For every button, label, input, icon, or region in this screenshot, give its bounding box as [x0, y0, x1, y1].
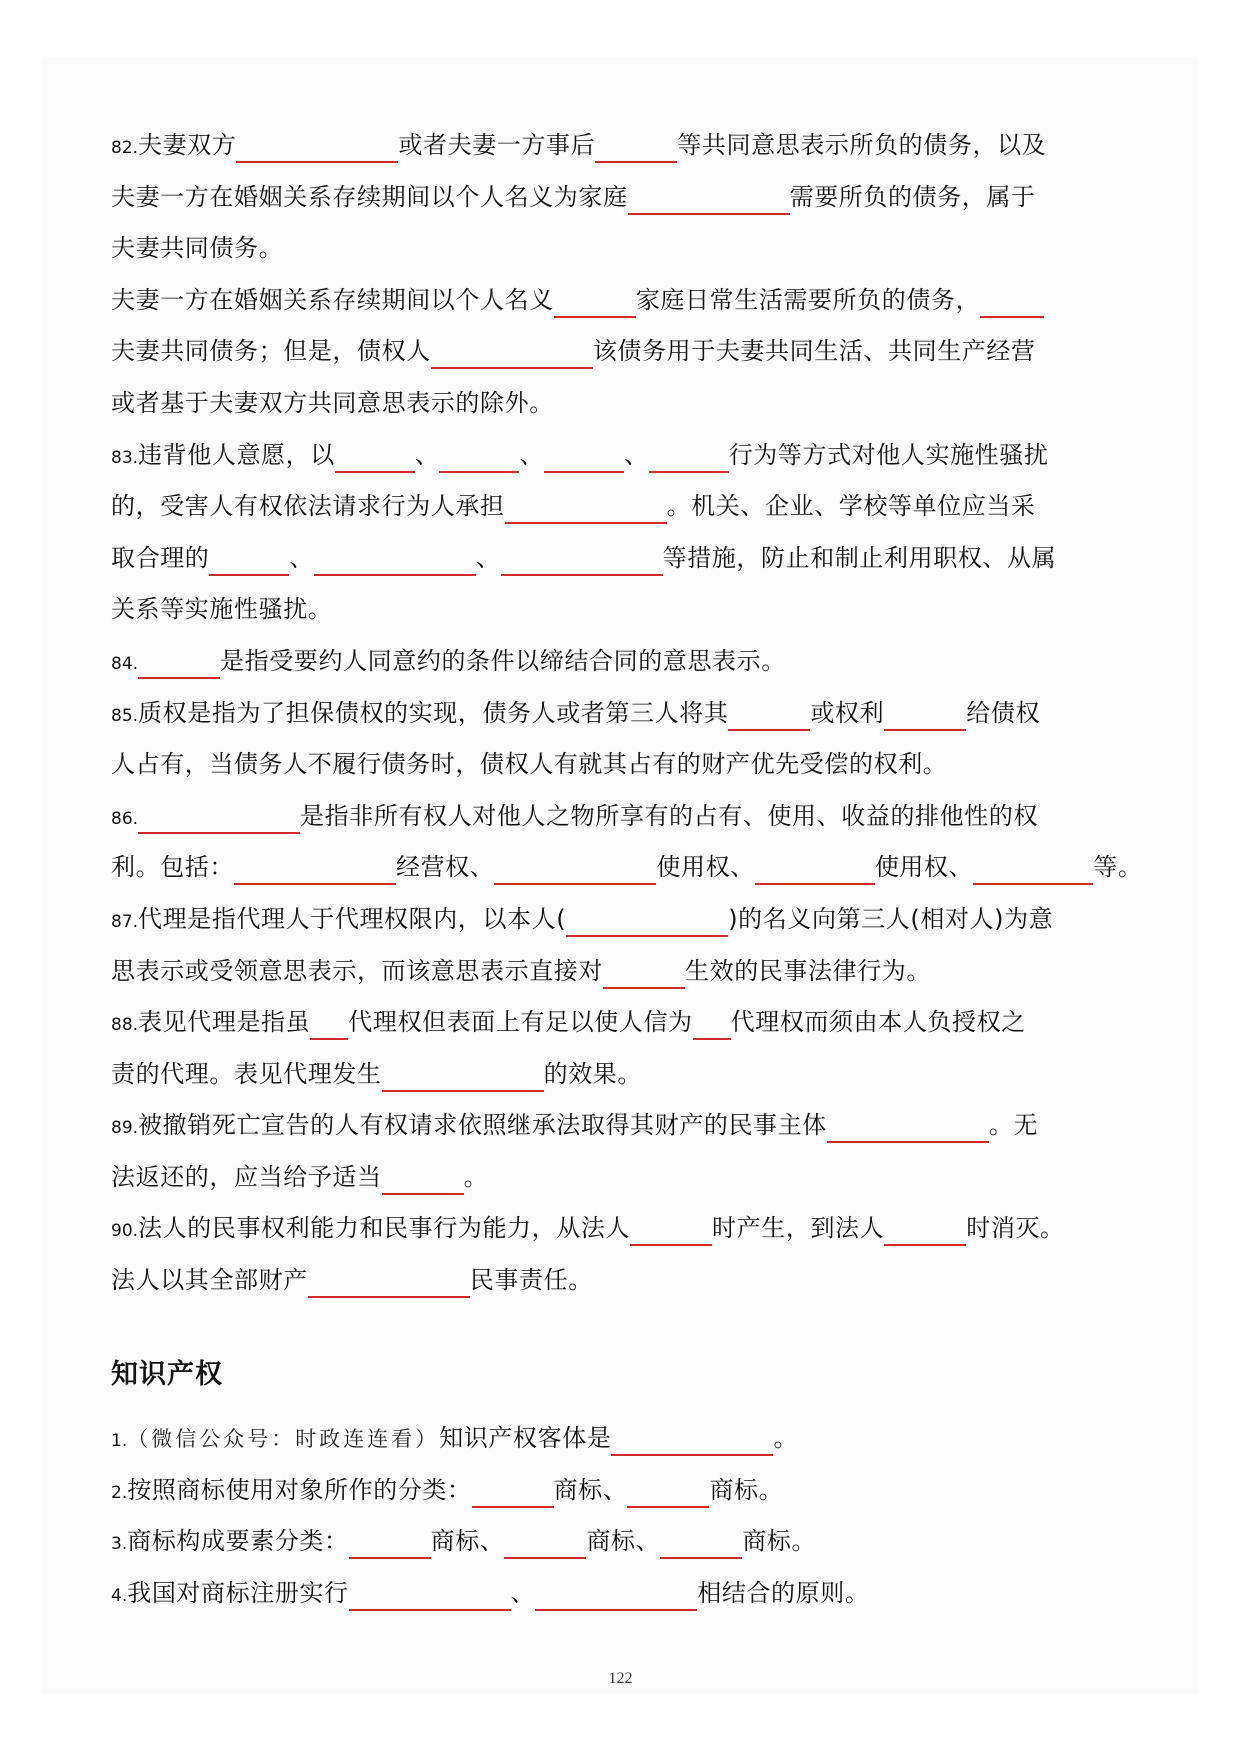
- question-text: 人占有，当债务人不履行债务时，债权人有就其占有的财产优先受偿的权利。: [111, 750, 948, 779]
- question-text: 该债务用于夫妻共同生活、共同生产经营: [592, 337, 1036, 366]
- text-line: [111, 172, 1131, 224]
- fill-in-blank[interactable]: [349, 1527, 431, 1559]
- fill-in-blank[interactable]: [501, 544, 663, 576]
- question-text: 经营权、: [396, 853, 495, 882]
- question-text: 等措施，防止和制止利用职权、从属: [662, 543, 1057, 572]
- fill-in-blank[interactable]: [980, 286, 1044, 318]
- fill-in-blank[interactable]: [693, 1008, 731, 1040]
- question-text: 被撤销死亡宣告的人有权请求依照继承法取得其财产的民事主体: [138, 1111, 827, 1140]
- question-text: 使用权、: [656, 853, 755, 882]
- fill-in-blank[interactable]: [973, 853, 1093, 885]
- question-text: 需要所负的债务，属于: [789, 182, 1036, 211]
- question-text: 法人的民事权利能力和民事行为能力，从法人: [138, 1214, 631, 1243]
- question-text: 夫妻一方在婚姻关系存续期间以个人名义: [111, 285, 554, 314]
- question-number: 82.: [111, 138, 139, 158]
- question-text: 的效果。: [543, 1059, 643, 1088]
- fill-in-blank[interactable]: [611, 1424, 773, 1456]
- fill-in-blank[interactable]: [310, 1008, 348, 1040]
- question-number: 2.: [111, 1482, 128, 1503]
- question-text: 时消灭。: [966, 1214, 1065, 1243]
- text-line: [111, 378, 1131, 430]
- text-line: [111, 326, 1131, 378]
- question-text: 知识产权客体是: [439, 1424, 612, 1452]
- question-text: 违背他人意愿，以: [138, 440, 335, 469]
- fill-in-blank[interactable]: [209, 544, 289, 576]
- fill-in-blank[interactable]: [439, 441, 519, 473]
- question-text: 给债权: [966, 698, 1041, 727]
- text-line: [111, 791, 1131, 843]
- text-line: [111, 1465, 1131, 1517]
- question-text: 取合理的: [111, 543, 210, 572]
- text-line: [111, 481, 1131, 533]
- question-number: 88.: [111, 1015, 139, 1036]
- fill-in-blank[interactable]: [660, 1527, 742, 1559]
- text-line: [111, 430, 1131, 482]
- question-number: 85.: [111, 705, 139, 726]
- question-text: 。: [773, 1424, 799, 1452]
- fill-in-blank[interactable]: [884, 699, 966, 731]
- text-line: [111, 120, 1131, 172]
- text-line: [111, 1255, 1131, 1307]
- fill-in-blank[interactable]: [431, 337, 593, 369]
- text-line: [111, 584, 1131, 636]
- fill-in-blank[interactable]: [628, 183, 790, 215]
- question-text: 法返还的，应当给予适当: [111, 1162, 382, 1191]
- question-text: 行为等方式对他人实施性骚扰: [728, 440, 1049, 469]
- fill-in-blank[interactable]: [566, 905, 728, 937]
- question-text: 商标、: [586, 1527, 661, 1556]
- text-line: [111, 688, 1131, 740]
- question-text: 等。: [1093, 853, 1143, 882]
- question-text: 商标。: [742, 1527, 817, 1556]
- question-text: 商标构成要素分类：: [127, 1527, 349, 1556]
- question-text: 思表示或受领意思表示，而该意思表示直接对: [111, 956, 603, 985]
- question-text: 或者基于夫妻双方共同意思表示的除外。: [111, 388, 554, 417]
- question-text: 是指非所有权人对他人之物所享有的占有、使用、收益的排他性的权: [300, 801, 1039, 830]
- text-line: [111, 1049, 1131, 1101]
- text-line: [111, 946, 1131, 998]
- question-text: 或者夫妻一方事后: [398, 131, 596, 159]
- question-text: 代理权而须由本人负授权之: [730, 1008, 1026, 1037]
- question-text: 。: [463, 1162, 489, 1191]
- text-line: [111, 997, 1131, 1049]
- question-text: 代理权但表面上有足以使人信为: [348, 1008, 693, 1037]
- fill-in-blank[interactable]: [314, 544, 476, 576]
- question-text: 商标。: [709, 1475, 784, 1504]
- question-number: 1.: [111, 1431, 128, 1451]
- question-text: 或权利: [810, 698, 885, 727]
- section-heading-intellectual-property: 知识产权: [111, 1359, 223, 1390]
- question-text: 利。包括：: [111, 853, 234, 882]
- question-text: )的名义向第三人(相对人)为意: [728, 904, 1054, 933]
- question-text: 、: [414, 440, 440, 469]
- text-line: [111, 1413, 1131, 1465]
- question-text: 责的代理。表见代理发生: [111, 1059, 382, 1088]
- question-text: 按照商标使用对象所作的分类：: [127, 1475, 472, 1504]
- question-text: 法人以其全部财产: [111, 1266, 308, 1295]
- question-number: 90.: [111, 1221, 139, 1242]
- text-line: [111, 1516, 1131, 1568]
- question-text: 。无: [988, 1111, 1039, 1140]
- fill-in-blank[interactable]: [535, 1579, 697, 1611]
- fill-in-blank[interactable]: [349, 1579, 511, 1611]
- fill-in-blank[interactable]: [505, 492, 667, 524]
- fill-in-blank[interactable]: [234, 853, 396, 885]
- fill-in-blank[interactable]: [649, 441, 729, 473]
- text-line: [111, 842, 1143, 894]
- fill-in-blank[interactable]: [884, 1214, 966, 1246]
- fill-in-blank[interactable]: [544, 441, 624, 473]
- text-line: [111, 275, 1131, 327]
- text-line: [111, 223, 1131, 275]
- question-text: 相结合的原则。: [697, 1578, 870, 1607]
- fill-in-blank[interactable]: [308, 1266, 470, 1298]
- question-text: 家庭日常生活需要所负的债务，: [635, 285, 981, 314]
- text-line: [111, 1568, 1131, 1620]
- question-text: 时产生，到法人: [712, 1214, 885, 1243]
- question-text: 、: [519, 440, 545, 469]
- question-text: 。机关、企业、学校等单位应当采: [666, 492, 1036, 521]
- text-line: [111, 636, 1131, 688]
- question-text: 夫妻共同债务。: [111, 234, 284, 263]
- fill-in-blank[interactable]: [595, 131, 677, 163]
- fill-in-blank[interactable]: [554, 286, 636, 318]
- question-text: 、: [289, 543, 315, 572]
- text-line: [111, 739, 1131, 791]
- question-number: 84.: [111, 653, 139, 674]
- fill-in-blank[interactable]: [472, 1476, 554, 1508]
- fill-in-blank[interactable]: [236, 131, 398, 163]
- question-text: 代理是指代理人于代理权限内，以本人(: [138, 904, 567, 933]
- fill-in-blank[interactable]: [827, 1111, 989, 1143]
- fill-in-blank[interactable]: [494, 853, 656, 885]
- text-line: [111, 1100, 1131, 1152]
- question-number: 3.: [111, 1534, 128, 1555]
- question-text: 关系等实施性骚扰。: [111, 595, 333, 624]
- fill-in-blank[interactable]: [630, 1214, 712, 1246]
- fill-in-blank[interactable]: [138, 647, 220, 679]
- source-note: （微信公众号：时政连连看）: [127, 1427, 440, 1451]
- question-text: 民事责任。: [469, 1266, 593, 1295]
- fill-in-blank[interactable]: [504, 1527, 586, 1559]
- question-number: 89.: [111, 1118, 139, 1139]
- question-text: 表见代理是指虽: [138, 1008, 311, 1037]
- question-text: 夫妻共同债务；但是，债权人: [111, 337, 431, 366]
- question-text: 夫妻双方: [138, 131, 237, 159]
- question-number: 86.: [111, 808, 139, 829]
- question-text: 、: [476, 543, 501, 572]
- question-text: 我国对商标注册实行: [127, 1578, 349, 1607]
- text-line: [111, 533, 1131, 585]
- text-line: [111, 1152, 1131, 1204]
- intellectual-property-questions: [111, 1413, 1131, 1619]
- text-line: [111, 1203, 1131, 1255]
- question-text: 夫妻一方在婚姻关系存续期间以个人名义为家庭: [111, 182, 628, 211]
- fill-in-blank[interactable]: [335, 441, 415, 473]
- fill-in-blank[interactable]: [382, 1060, 544, 1092]
- question-text: 质权是指为了担保债权的实现，债务人或者第三人将其: [138, 698, 729, 727]
- question-text: 使用权、: [874, 853, 974, 882]
- question-text: 的，受害人有权依法请求行为人承担: [111, 492, 505, 521]
- question-text: 生效的民事法律行为。: [685, 956, 931, 985]
- question-text: 、: [510, 1578, 536, 1607]
- question-text: 、: [624, 440, 649, 469]
- question-text: 商标、: [430, 1527, 505, 1556]
- fill-in-blank[interactable]: [627, 1476, 709, 1508]
- fill-in-blank[interactable]: [755, 853, 875, 885]
- question-text: 是指受要约人同意约的条件以缔结合同的意思表示。: [220, 646, 786, 675]
- question-text: 等共同意思表示所负的债务，以及: [677, 131, 1047, 159]
- question-number: 83.: [111, 447, 139, 468]
- fill-in-blank[interactable]: [382, 1163, 464, 1195]
- text-line: [111, 894, 1131, 946]
- question-number: 87.: [111, 911, 139, 932]
- page-number: 122: [608, 1670, 633, 1687]
- civil-law-questions: [111, 120, 1143, 1307]
- fill-in-blank[interactable]: [603, 957, 685, 989]
- question-number: 4.: [111, 1585, 128, 1606]
- fill-in-blank[interactable]: [728, 699, 810, 731]
- fill-in-blank[interactable]: [138, 802, 300, 834]
- question-text: 商标、: [553, 1475, 628, 1504]
